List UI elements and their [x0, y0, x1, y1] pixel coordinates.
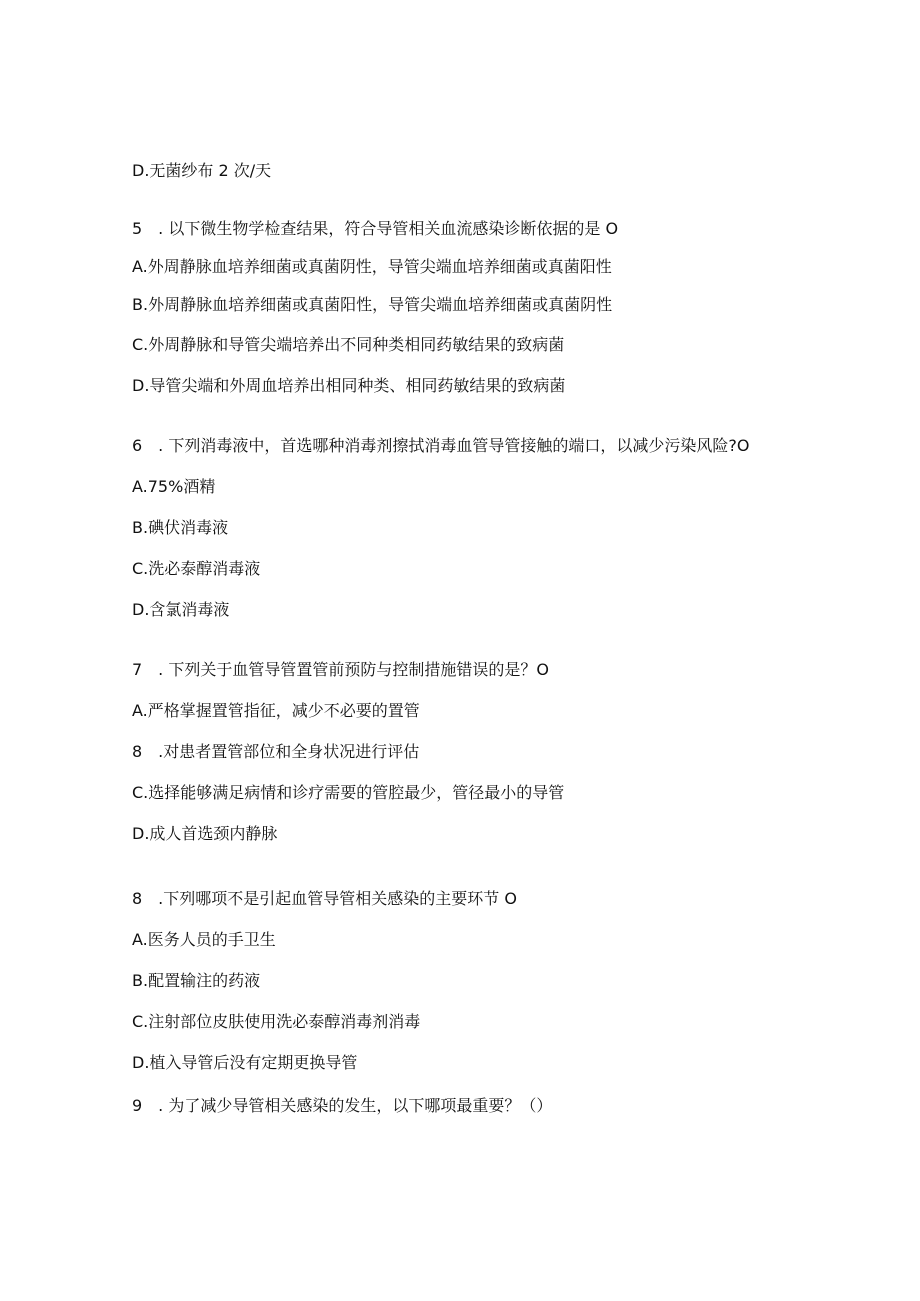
q6-option-a: A.75%酒精 [132, 477, 216, 496]
q6-option-c: C.洗必泰醇消毒液 [132, 559, 261, 578]
q7-option-d: D.成人首选颈内静脉 [132, 824, 278, 843]
q4-option-d: D.无菌纱布 2 次/天 [132, 161, 272, 180]
q5-option-a: A.外周静脉血培养细菌或真菌阴性，导管尖端血培养细菌或真菌阳性 [132, 257, 612, 276]
q6-option-d: D.含氯消毒液 [132, 600, 230, 619]
q6-option-b: B.碘伏消毒液 [132, 518, 229, 537]
q5-option-b: B.外周静脉血培养细菌或真菌阳性，导管尖端血培养细菌或真菌阴性 [132, 295, 613, 314]
q7-option-c: C.选择能够满足病情和诊疗需要的管腔最少，管径最小的导管 [132, 783, 565, 802]
q8-option-a: A.医务人员的手卫生 [132, 930, 276, 949]
q5-option-c: C.外周静脉和导管尖端培养出不同种类相同药敏结果的致病菌 [132, 335, 565, 354]
q7-option-a: A.严格掌握置管指征，减少不必要的置管 [132, 701, 420, 720]
q7-option-b: 8 .对患者置管部位和全身状况进行评估 [132, 742, 420, 761]
q8-question: 8 .下列哪项不是引起血管导管相关感染的主要环节 O [132, 889, 517, 908]
q7-question: 7 . 下列关于血管导管置管前预防与控制措施错误的是？O [132, 660, 549, 679]
q8-option-d: D.植入导管后没有定期更换导管 [132, 1053, 358, 1072]
q8-option-b: B.配置输注的药液 [132, 971, 261, 990]
q9-question: 9 . 为了减少导管相关感染的发生，以下哪项最重要？（） [132, 1096, 553, 1115]
q8-option-c: C.注射部位皮肤使用洗必泰醇消毒剂消毒 [132, 1012, 421, 1031]
q5-option-d: D.导管尖端和外周血培养出相同种类、相同药敏结果的致病菌 [132, 376, 566, 395]
q6-question: 6 . 下列消毒液中，首选哪种消毒剂擦拭消毒血管导管接触的端口，以减少污染风险?O [132, 436, 750, 455]
q5-question: 5 . 以下微生物学检查结果，符合导管相关血流感染诊断依据的是 O [132, 219, 619, 238]
